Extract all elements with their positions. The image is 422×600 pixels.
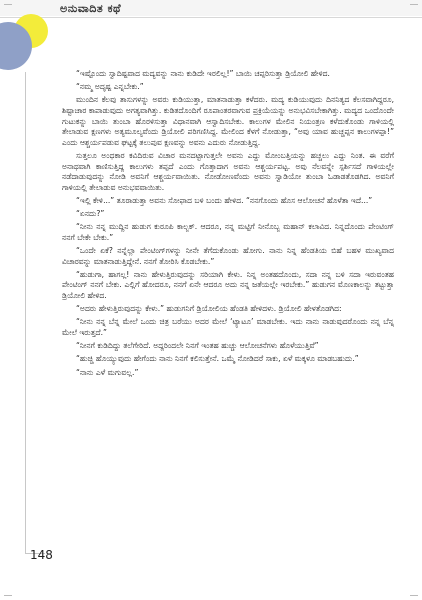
- paragraph: “ಹುಚ್ಚಿ ಹೊಯ್ಯುವುದು ಹೇಗೆಂದು ನಾನು ನಿನಗೆ ಕಲಿಸುತ್ತೇನೆ. ಒಮ್ಮೆ ನೋಡಿದರೆ ಸಾಕು, ಏಳೆ ಮಕ್ಕಳೂ ಮಾಡಬಹುದು.”: [76, 354, 359, 364]
- paragraph: “ಒಂದೇ ಏಕೆ? ನನ್ನೆಲ್ಲಾ ಪೇಂಟಿಂಗ್‌ಗಳನ್ನು ನೀನೇ ತೆಗೆದುಕೊಂಡು ಹೋಗು. ನಾನು ನಿನ್ನ ಹೆಂಡತಿಯ ಬಿಹೆ ಬಹಳ ಮುಖ್ಯವಾದ ವಿಚಾರವನ್ನು ಮಾತನಾಡುತ್ತಿದ್ದೇನೆ. ನನಗೆ ತೋರಿಸಿ ಕೊಡಬೇಕು.”: [62, 246, 394, 266]
- paragraph: “ಅದರು ಹೇಳುತ್ತಿರುವುದನ್ನು ಕೇಳು.” ಹುಡುಗನಿಗೆ ಡ್ರಿಯೋಲಿಯ ಹೆಂಡತಿ ಹೇಳಿದಳು. ಡ್ರಿಯೋಲಿ ಹೇಳತೊಡಗಿದ:: [76, 304, 342, 314]
- paragraph: “ಹುಡುಗಾ, ಹಾಗಲ್ಲ! ನಾನು ಹೇಳುತ್ತಿರುವುದನ್ನು ಸರಿಯಾಗಿ ಕೇಳು. ನಿನ್ನ ಅಂತಹದೊಂದು, ಸದಾ ನನ್ನ ಬಳಿ ಸದಾ ಇರುವಂತಹ ಪೇಂಟಿಂಗ್ ನನಗೆ ಬೇಕು. ಎಲ್ಲಿಗೆ ಹೋದರೂ, ನನಗೆ ಏನೇ ಆದರೂ ಅದು ನನ್ನ ಜತೆಯಲ್ಲೇ ಇರಬೇಕು.” ಹುಡುಗನ ಮೊಣಕಾಲನ್ನು ತಟ್ಟುತ್ತಾ ಡ್ರಿಯೋಲಿ ಹೇಳಿದ.: [62, 269, 394, 301]
- paragraph: “ಏನದು?”: [76, 209, 105, 219]
- crop-mark: [410, 4, 418, 5]
- crop-mark: [410, 595, 418, 596]
- paragraph: “ಇಲ್ಲಿ ಕೇಳಿ...” ತೂರಾಡುತ್ತಾ ಅವನು ಸೋಫಾದ ಬಳಿ ಬಂದು ಹೇಳಿದ. “ನನಗೊಂದು ಹೊಸ ಆಲೋಚನೆ ಹೊಳೆತಾ ಇದೆ...”: [76, 195, 373, 205]
- page-number: 148: [30, 548, 53, 562]
- paragraph: “ನಮ್ಮ ಅದೃಷ್ಟ ಎನ್ನಬೇಕು.”: [76, 82, 144, 92]
- crop-mark: [4, 4, 12, 5]
- paragraph: ಮುಂದಿನ ಕೆಲವು ತಾಸುಗಳನ್ನು ಅವರು ಕುಡಿಯುತ್ತಾ, ಮಾತನಾಡುತ್ತಾ ಕಳೆದರು. ಮದ್ಯ ಕುಡಿಯುವುದು ದಿನನಿತ್ಯದ ಕೆಲಸವಾಗಿದ್ದರೂ, ಶಿಷ್ಟಾಚಾರ ಕಾಪಾಡುವುದು ಅಗತ್ಯವಾಗಿತ್ತು. ಕುಡಿತದೊಂದಿಗೆ ರೂಪಾಂತರವಾಗುವ ಪ್ರಕ್ರಿಯೆಯನ್ನು ಅನುಭವಿಸಬೇಕಾಗಿತ್ತು. ಮದ್ಯದ ಒಂದೊಂದೇ ಗುಟುಕನ್ನು ಬಾಯಿ ತುಂಬಾ ಹೊರಳಿಸುತ್ತಾ ವಿಧಾನವಾಗಿ ಆಸ್ವಾದಿಸಬೇಕು. ಕಾಲುಗಳ ಮೇಲಿನ ನಿಯಂತ್ರಣ ಕಳೆದುಕೊಂಡು ಗಾಳಿಯಲ್ಲಿ ತೇಲಾಡುವ ಕ್ಷಣಗಳು ಅತ್ಯಮೂಲ್ಯವೆಂದು ಡ್ರಿಯೋಲಿ ಪರಿಗಣಿಸಿದ್ದ. ಮೇಲಿಂದ ಕೆಳಗೆ ನೋಡುತ್ತಾ, “ಅವು ಯಾವ ಹುಚ್ಚಪ್ಪನ ಕಾಲುಗಳಪ್ಪಾ!” ಎಂದು ಆಶ್ಚರ್ಯಪಡುವ ಘಟ್ಟಕ್ಕೆ ತಲುಪುವ ಕ್ಷಣವನ್ನು ಅವನು ಎದುರು ನೋಡುತ್ತಿದ್ದ.: [62, 95, 394, 147]
- header-divider: [0, 17, 422, 18]
- paragraph: “ನಾನು ಎಳೆ ಮಗುವಲ್ಲ.”: [76, 367, 139, 377]
- paragraph: ಸುತ್ತಲೂ ಅಂಧಕಾರ ಕವಿದಿರುವ ವಿಚಾರ ಮನದಟ್ಟಾಗುತ್ತಲೇ ಅವನು ಎದ್ದು ಮೋಂಬತ್ತಿಯನ್ನು ಹಚ್ಚಲು ಎದ್ದು ನಿಂತ. ಈ ವರೆಗೆ ಅನಾಥವಾಗಿ ಕಾಣಿಸುತ್ತಿದ್ದ ಕಾಲುಗಳು ತಪ್ಪದೆ ಎಂದು ಗೊತ್ತಾದಾಗ ಅವನು ಆಶ್ಚರ್ಯಪಟ್ಟ. ಅವು ನೆಲವನ್ನೇ ಸ್ಪರ್ಶಿಸದೆ ಗಾಳಿಯಲ್ಲೇ ನಡೆದಾಡುವುದನ್ನು ನೋಡಿ ಅವನಿಗೆ ಆಶ್ಚರ್ಯವಾಯಿತು. ನೋಡೋಣವೆಂದು ಅವನು ಸ್ವಾಡಿಯೋ ತುಂಬಾ ಓಡಾಡತೊಡಗಿದ. ಅವನಿಗೆ ಗಾಳಿಯಲ್ಲಿ ತೇಲಾಡುವ ಅನುಭವವಾಯಿತು.: [62, 150, 394, 192]
- section-title: ಅನುವಾದಿತ ಕಥೆ: [60, 2, 122, 15]
- margin-rule: [25, 72, 26, 554]
- paragraph: “ನೀನು ನನ್ನ ಮುದ್ದಿನ ಹುಡುಗ ಕುರೂಪಿ ಕಾಲ್ಬಕ್. ಆದರೂ, ನನ್ನ ಮಟ್ಟಿಗೆ ನೀನೊಬ್ಬ ಮಹಾನ್ ಕಲಾವಿದ. ನಿನ್ನದೊಂದು ಪೇಂಟಿಂಗ್ ನನಗೆ ಬೇಕೇ ಬೇಕು.”: [62, 222, 394, 242]
- paragraph: “ನೀನಗೆ ಕುಡಿದಿದ್ದು ತಲೆಗೇರಿದೆ. ಅದ್ದರಿಂದಲೇ ನಿನಗೆ ಇಂತಹ ಹುಚ್ಚು ಆಲೋಚನೆಗಳು ಹೊಳೆಯುತ್ತಿವೆ”: [76, 341, 319, 351]
- paragraph: “ಇಷ್ಟೊಂದು ಸ್ವಾದಿಷ್ಟವಾದ ಮದ್ಯವನ್ನು ನಾನು ಕುಡಿದೇ ಇರಲಿಲ್ಲ!” ಬಾಯಿ ಚಪ್ಪರಿಸುತ್ತಾ ಡ್ರಿಯೋಲಿ ಹೇಳಿದ.: [76, 69, 330, 78]
- story-text: [62, 69, 394, 381]
- paragraph: “ನೀನು ನನ್ನ ಬೆನ್ನ ಮೇಲೆ ಒಂದು ಚಿತ್ರ ಬರೆಯು ಅದರ ಮೇಲೆ ‘ಟ್ಯಾಟೂ’ ಮಾಡಬೇಕು. ಇದು ನಾನು ನಾಡುವುದರೊಂದು ನನ್ನ ಬೆನ್ನ ಮೇಲೆ ಇರುತ್ತದೆ.”: [62, 317, 394, 337]
- crop-mark: [4, 595, 12, 596]
